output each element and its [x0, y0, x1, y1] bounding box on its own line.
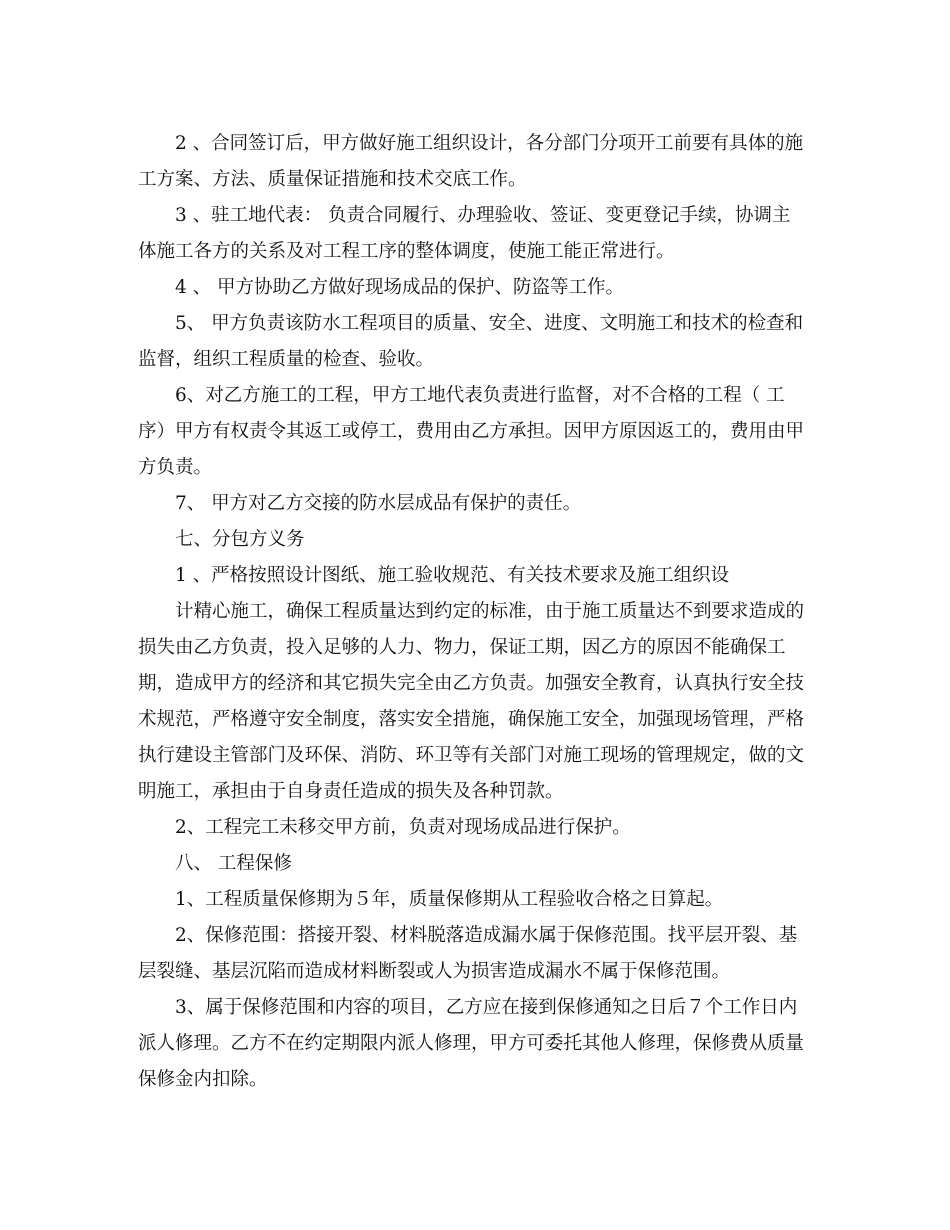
text-line: 5、 甲方负责该防水工程项目的质量、安全、进度、文明施工和技术的检查和: [175, 313, 804, 334]
text-line: 4 、 甲方协助乙方做好现场成品的保护、防盗等工作。: [175, 277, 625, 298]
paragraph: [138, 270, 814, 306]
text-line: 派人修理。乙方不在约定期限内派人修理，甲方可委托其他人修理，保修费从质量: [138, 1033, 805, 1054]
paragraph: [138, 522, 814, 558]
text-line: 工方案、方法、质量保证措施和技术交底工作。: [138, 169, 527, 190]
document-body: [138, 126, 814, 1098]
text-line: 序）甲方有权责令其返工或停工，费用由乙方承担。因甲方原因返工的，费用由甲: [138, 421, 805, 442]
text-line: 3、属于保修范围和内容的项目，乙方应在接到保修通知之日后７个工作日内: [175, 997, 798, 1018]
paragraph: [138, 306, 814, 378]
text-line: 方负责。: [138, 457, 213, 478]
text-line: 1 、严格按照设计图纸、施工验收规范、有关技术要求及施工组织设: [175, 565, 730, 586]
text-line: 层裂缝、基层沉陷而造成材料断裂或人为损害造成漏水不属于保修范围。: [138, 961, 731, 982]
paragraph: [138, 846, 814, 882]
paragraph: [138, 558, 814, 594]
text-line: 7、 甲方对乙方交接的防水层成品有保护的责任。: [175, 493, 582, 514]
text-line: 执行建设主管部门及环保、消防、环卫等有关部门对施工现场的管理规定，做的文: [138, 745, 805, 766]
text-line: 3 、驻工地代表： 负责合同履行、办理验收、签证、变更登记手续，协调主: [175, 205, 791, 226]
text-line: 2 、合同签订后，甲方做好施工组织设计，各分部门分项开工前要有具体的施: [175, 133, 804, 154]
text-line: 体施工各方的关系及对工程工序的整体调度，使施工能正常进行。: [138, 241, 675, 262]
paragraph: [138, 126, 814, 198]
paragraph: [138, 990, 814, 1098]
paragraph: [138, 198, 814, 270]
text-line: 1、工程质量保修期为５年，质量保修期从工程验收合格之日算起。: [175, 889, 724, 910]
text-line: 七、分包方义务: [175, 529, 305, 550]
text-line: 术规范，严格遵守安全制度，落实安全措施，确保施工安全，加强现场管理，严格: [138, 709, 805, 730]
paragraph: [138, 378, 814, 486]
text-line: 计精心施工，确保工程质量达到约定的标准，由于施工质量达不到要求造成的: [175, 601, 805, 622]
text-line: 保修金内扣除。: [138, 1069, 268, 1090]
paragraph: [138, 882, 814, 918]
text-line: 6、对乙方施工的工程，甲方工地代表负责进行监督，对不合格的工程（ 工: [175, 385, 785, 406]
paragraph: [138, 918, 814, 990]
text-line: 损失由乙方负责，投入足够的人力、物力，保证工期，因乙方的原因不能确保工: [138, 637, 786, 658]
text-line: 2、工程完工未移交甲方前，负责对现场成品进行保护。: [175, 817, 631, 838]
text-line: 八、 工程保修: [175, 853, 292, 874]
text-line: 明施工，承担由于自身责任造成的损失及各种罚款。: [138, 781, 564, 802]
paragraph: [138, 810, 814, 846]
paragraph: [138, 486, 814, 522]
paragraph: [138, 594, 814, 810]
text-line: 期，造成甲方的经济和其它损失完全由乙方负责。加强安全教育，认真执行安全技: [138, 673, 805, 694]
text-line: 2、保修范围：搭接开裂、材料脱落造成漏水属于保修范围。找平层开裂、基: [175, 925, 798, 946]
text-line: 监督，组织工程质量的检查、验收。: [138, 349, 435, 370]
